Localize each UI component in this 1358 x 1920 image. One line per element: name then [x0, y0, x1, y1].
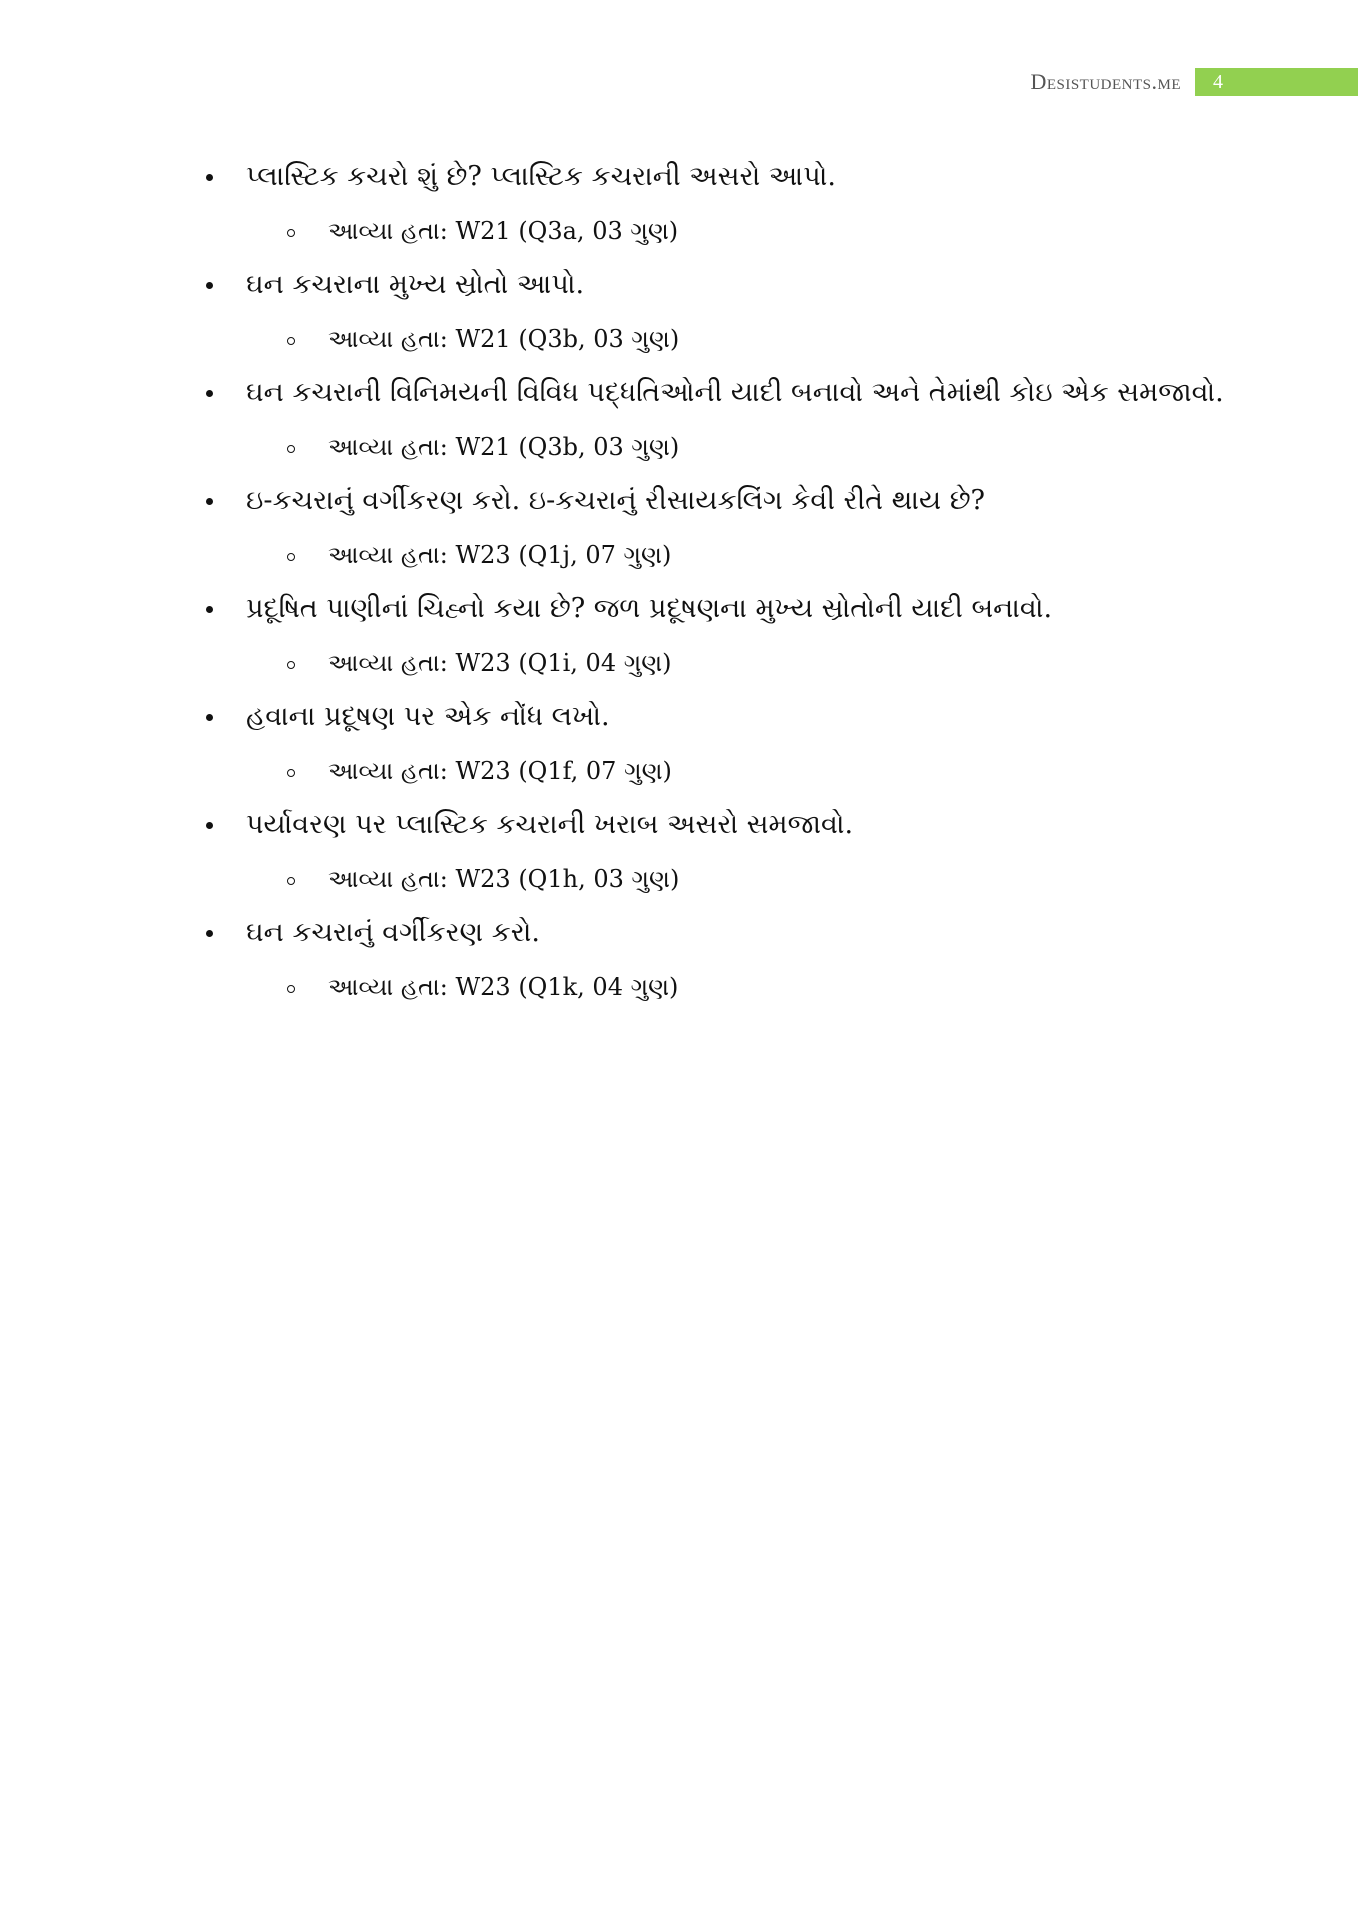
question-text: પ્લાસ્ટિક કચરો શું છે? પ્લાસ્ટિક કચરાની અસરો આપો.: [246, 161, 837, 192]
source-text: આવ્યા હતા: W23 (Q1j, 07 ગુણ): [328, 541, 672, 569]
page-number: 4: [1195, 68, 1358, 96]
source-item: [200, 644, 1240, 682]
bullet-icon: [206, 390, 213, 397]
circle-bullet-icon: [287, 337, 295, 345]
question-item: [200, 590, 1240, 628]
source-item: [200, 428, 1240, 466]
question-item: [200, 374, 1240, 412]
bullet-icon: [206, 606, 213, 613]
question-list: [200, 158, 1240, 1022]
question-text: ઇ-કચરાનું વર્ગીકરણ કરો. ઇ-કચરાનું રીસાયકલિંગ કેવી રીતે થાય છે?: [246, 485, 986, 516]
source-text: આવ્યા હતા: W21 (Q3b, 03 ગુણ): [328, 325, 680, 353]
question-item: [200, 266, 1240, 304]
source-text: આવ્યા હતા: W23 (Q1f, 07 ગુણ): [328, 757, 672, 785]
bullet-icon: [206, 282, 213, 289]
question-text: ઘન કચરાની વિનિમયની વિવિધ પદ્ધતિઓની યાદી બનાવો અને તેમાંથી કોઇ એક સમજાવો.: [246, 377, 1224, 408]
source-text: આવ્યા હતા: W23 (Q1k, 04 ગુણ): [328, 973, 679, 1001]
question-item: [200, 482, 1240, 520]
bullet-icon: [206, 174, 213, 181]
source-item: [200, 860, 1240, 898]
question-text: પર્યાવરણ પર પ્લાસ્ટિક કચરાની ખરાબ અસરો સમજાવો.: [246, 809, 854, 840]
source-item: [200, 968, 1240, 1006]
question-text: ઘન કચરાનું વર્ગીકરણ કરો.: [246, 917, 541, 948]
question-item: [200, 698, 1240, 736]
circle-bullet-icon: [287, 445, 295, 453]
circle-bullet-icon: [287, 877, 295, 885]
bullet-icon: [206, 822, 213, 829]
source-item: [200, 752, 1240, 790]
question-text: હવાના પ્રદૂષણ પર એક નોંધ લખો.: [246, 701, 610, 732]
circle-bullet-icon: [287, 229, 295, 237]
circle-bullet-icon: [287, 661, 295, 669]
question-text: પ્રદૂષિત પાણીનાં ચિહ્નો કયા છે? જળ પ્રદૂષણના મુખ્ય સ્રોતોની યાદી બનાવો.: [246, 593, 1053, 624]
bullet-icon: [206, 498, 213, 505]
circle-bullet-icon: [287, 553, 295, 561]
question-text: ઘન કચરાના મુખ્ય સ્રોતો આપો.: [246, 269, 585, 300]
source-text: આવ્યા હતા: W21 (Q3b, 03 ગુણ): [328, 433, 680, 461]
source-text: આવ્યા હતા: W23 (Q1h, 03 ગુણ): [328, 865, 680, 893]
source-item: [200, 536, 1240, 574]
question-item: [200, 158, 1240, 196]
question-item: [200, 914, 1240, 952]
source-item: [200, 212, 1240, 250]
bullet-icon: [206, 930, 213, 937]
site-name: Desistudents.me: [1030, 69, 1181, 94]
source-text: આવ્યા હતા: W23 (Q1i, 04 ગુણ): [328, 649, 672, 677]
circle-bullet-icon: [287, 769, 295, 777]
circle-bullet-icon: [287, 985, 295, 993]
question-item: [200, 806, 1240, 844]
source-text: આવ્યા હતા: W21 (Q3a, 03 ગુણ): [328, 217, 679, 245]
page-header: [1030, 68, 1358, 96]
source-item: [200, 320, 1240, 358]
bullet-icon: [206, 714, 213, 721]
